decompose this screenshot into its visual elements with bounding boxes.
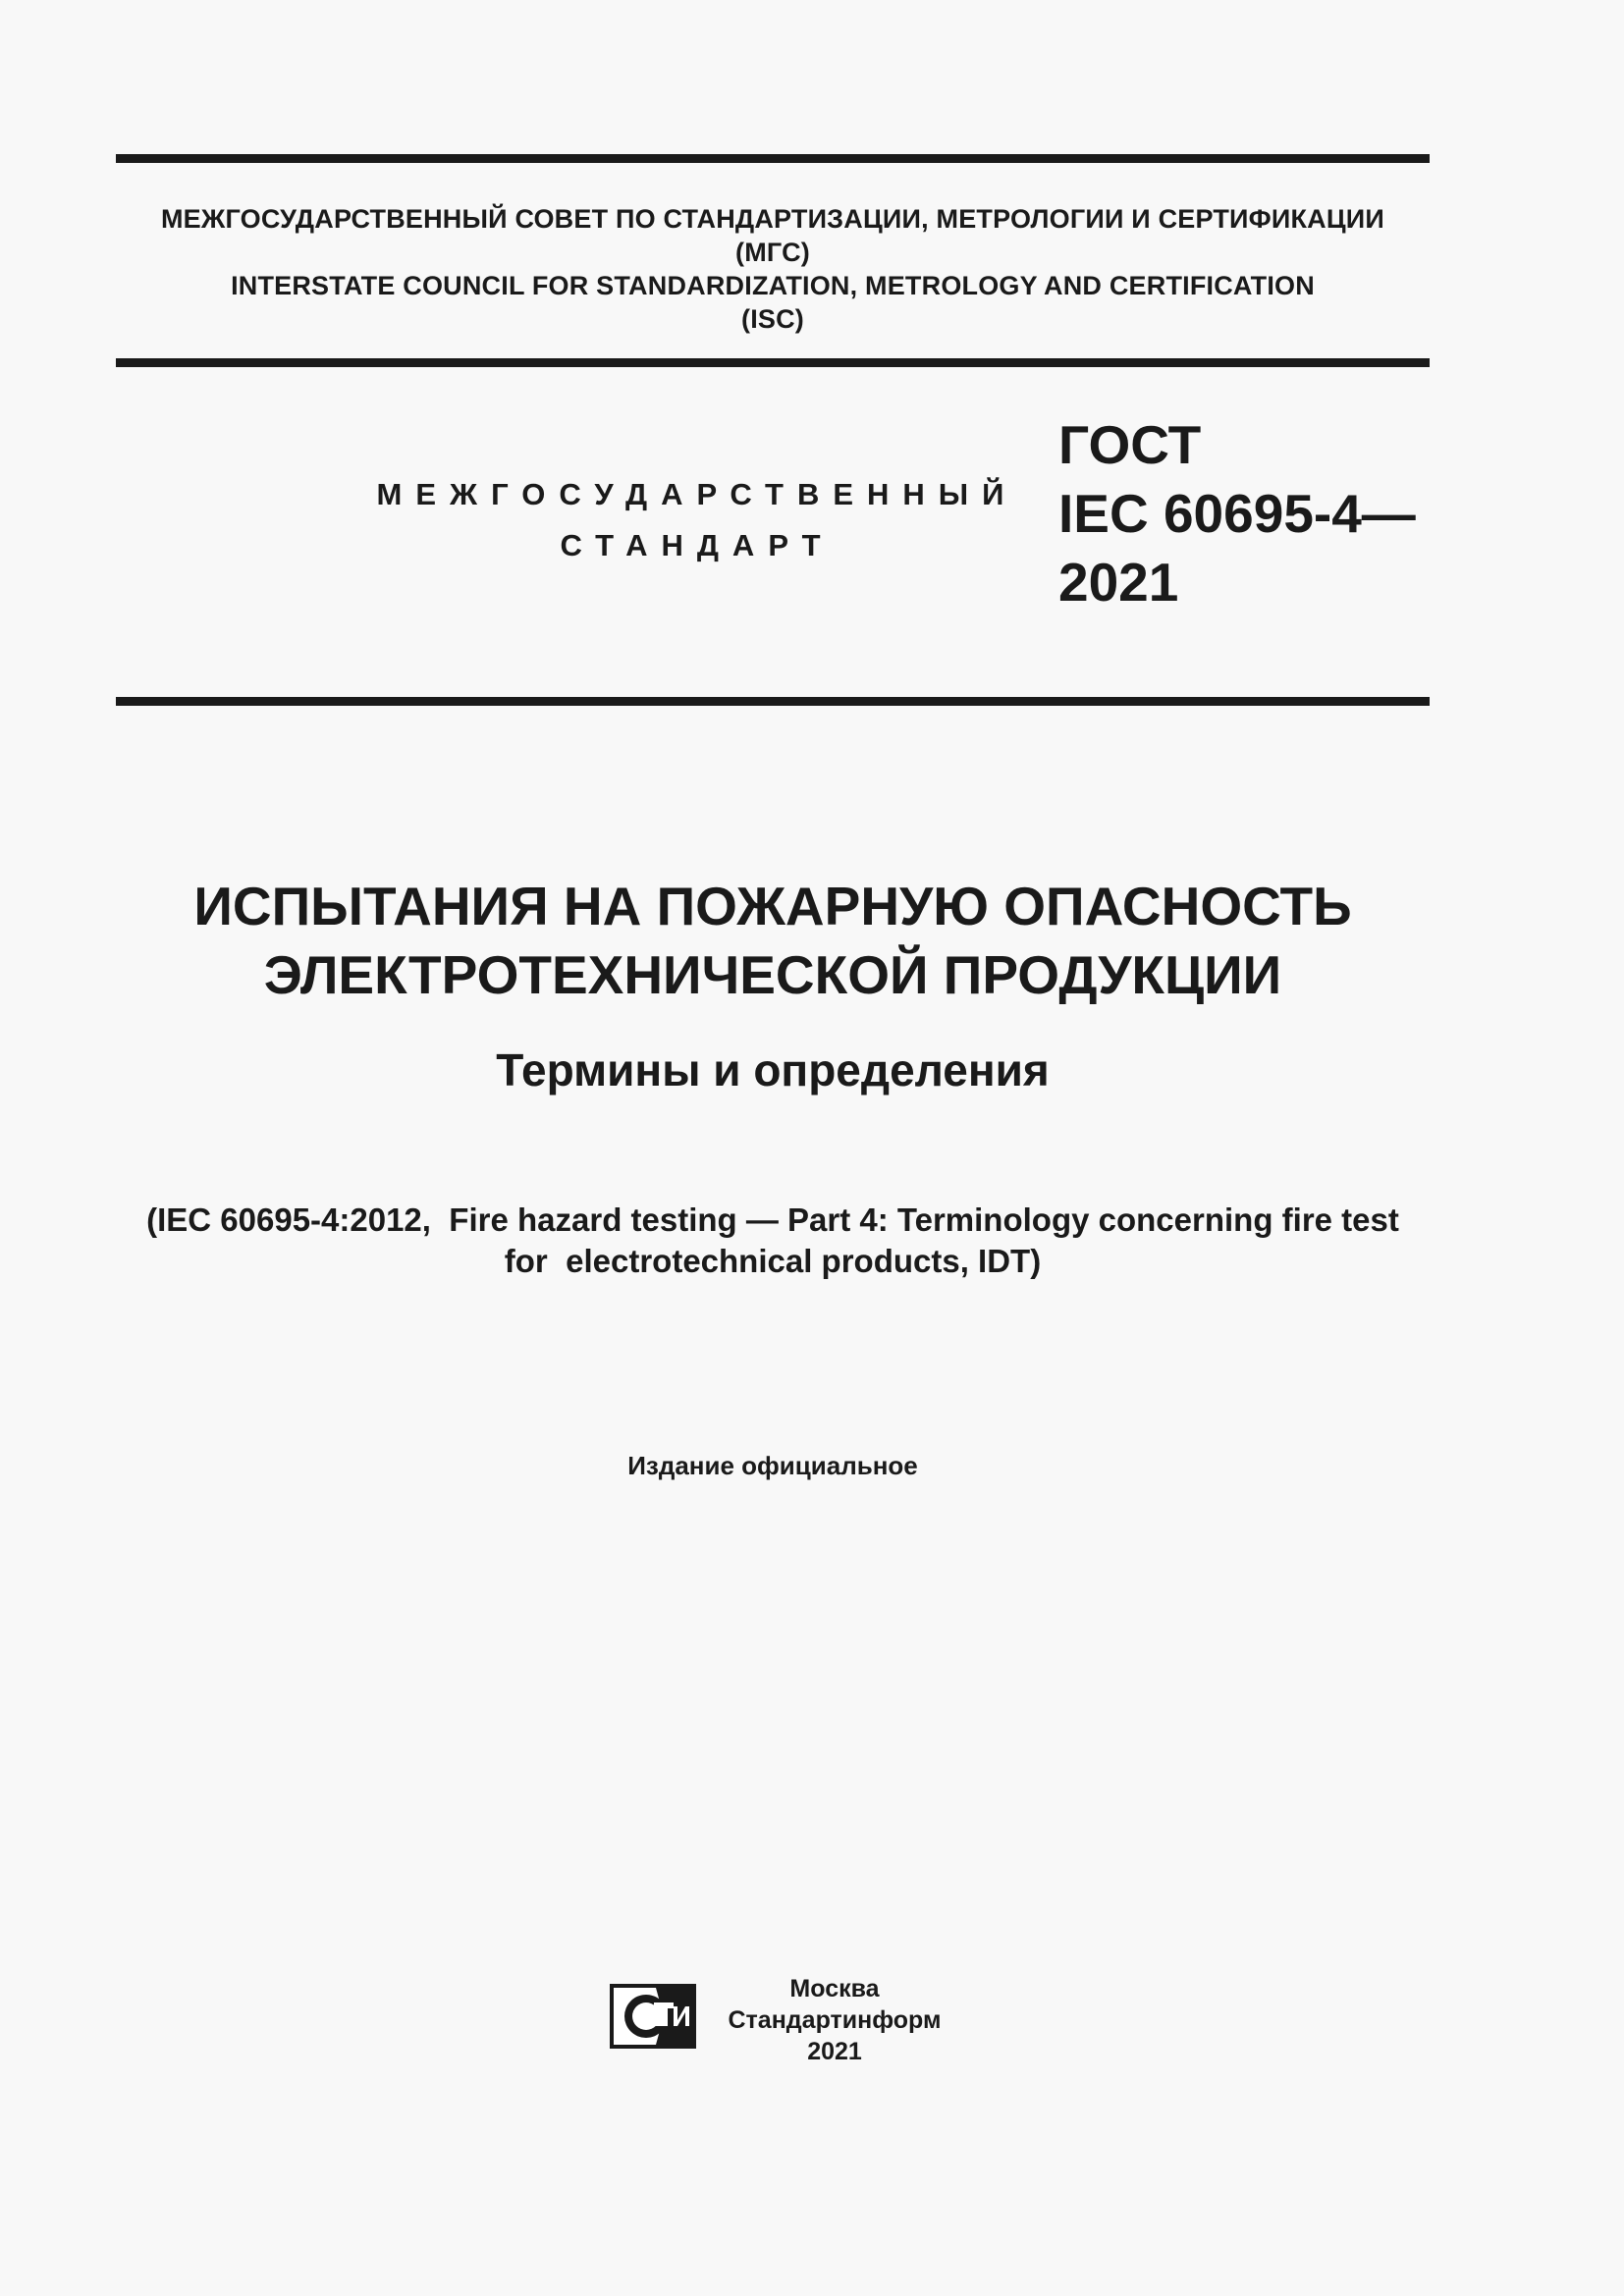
edition-note: Издание официальное — [627, 1451, 918, 1480]
iec-reference-line2: for electrotechnical products, IDT) — [504, 1243, 1042, 1279]
iec-reference-line1: (IEC 60695-4:2012, Fire hazard testing — Part 4: Terminology concerning fire test — [146, 1201, 1399, 1238]
council-header — [116, 202, 1430, 336]
standard-kind-line1: МЕЖГОСУДАРСТВЕННЫЙ — [376, 477, 1018, 511]
iec-reference — [98, 1200, 1447, 1282]
publisher-block — [717, 1973, 952, 2067]
council-abbr-en: (ISC) — [741, 304, 804, 334]
standartinform-logo-icon — [609, 1981, 699, 2052]
title-line1: ИСПЫТАНИЯ НА ПОЖАРНУЮ ОПАСНОСТЬ — [193, 876, 1352, 936]
council-name-en: INTERSTATE COUNCIL FOR STANDARDIZATION, METROLOGY AND CERTIFICATION — [231, 271, 1315, 300]
standard-designation — [1058, 410, 1416, 616]
designation-gost: ГОСТ — [1058, 414, 1202, 475]
standard-kind — [373, 469, 1021, 571]
designation-number: IEC 60695-4— — [1058, 483, 1416, 544]
document-subtitle: Термины и определения — [496, 1044, 1050, 1095]
publisher-name: Стандартинформ — [728, 2006, 942, 2034]
standard-kind-line2: СТАНДАРТ — [560, 528, 835, 562]
top-rule — [116, 154, 1430, 163]
designation-year: 2021 — [1058, 552, 1179, 613]
title-line2: ЭЛЕКТРОТЕХНИЧЕСКОЙ ПРОДУКЦИИ — [263, 944, 1282, 1005]
publisher-city: Москва — [789, 1975, 880, 2002]
council-name-ru: МЕЖГОСУДАРСТВЕННЫЙ СОВЕТ ПО СТАНДАРТИЗАЦИИ, МЕТРОЛОГИИ И СЕРТИФИКАЦИИ — [160, 204, 1385, 234]
header-rule — [116, 358, 1430, 367]
document-title — [116, 872, 1430, 1009]
council-abbr-ru: (МГС) — [735, 238, 810, 267]
designation-rule — [116, 697, 1430, 706]
publisher-year: 2021 — [807, 2038, 862, 2065]
